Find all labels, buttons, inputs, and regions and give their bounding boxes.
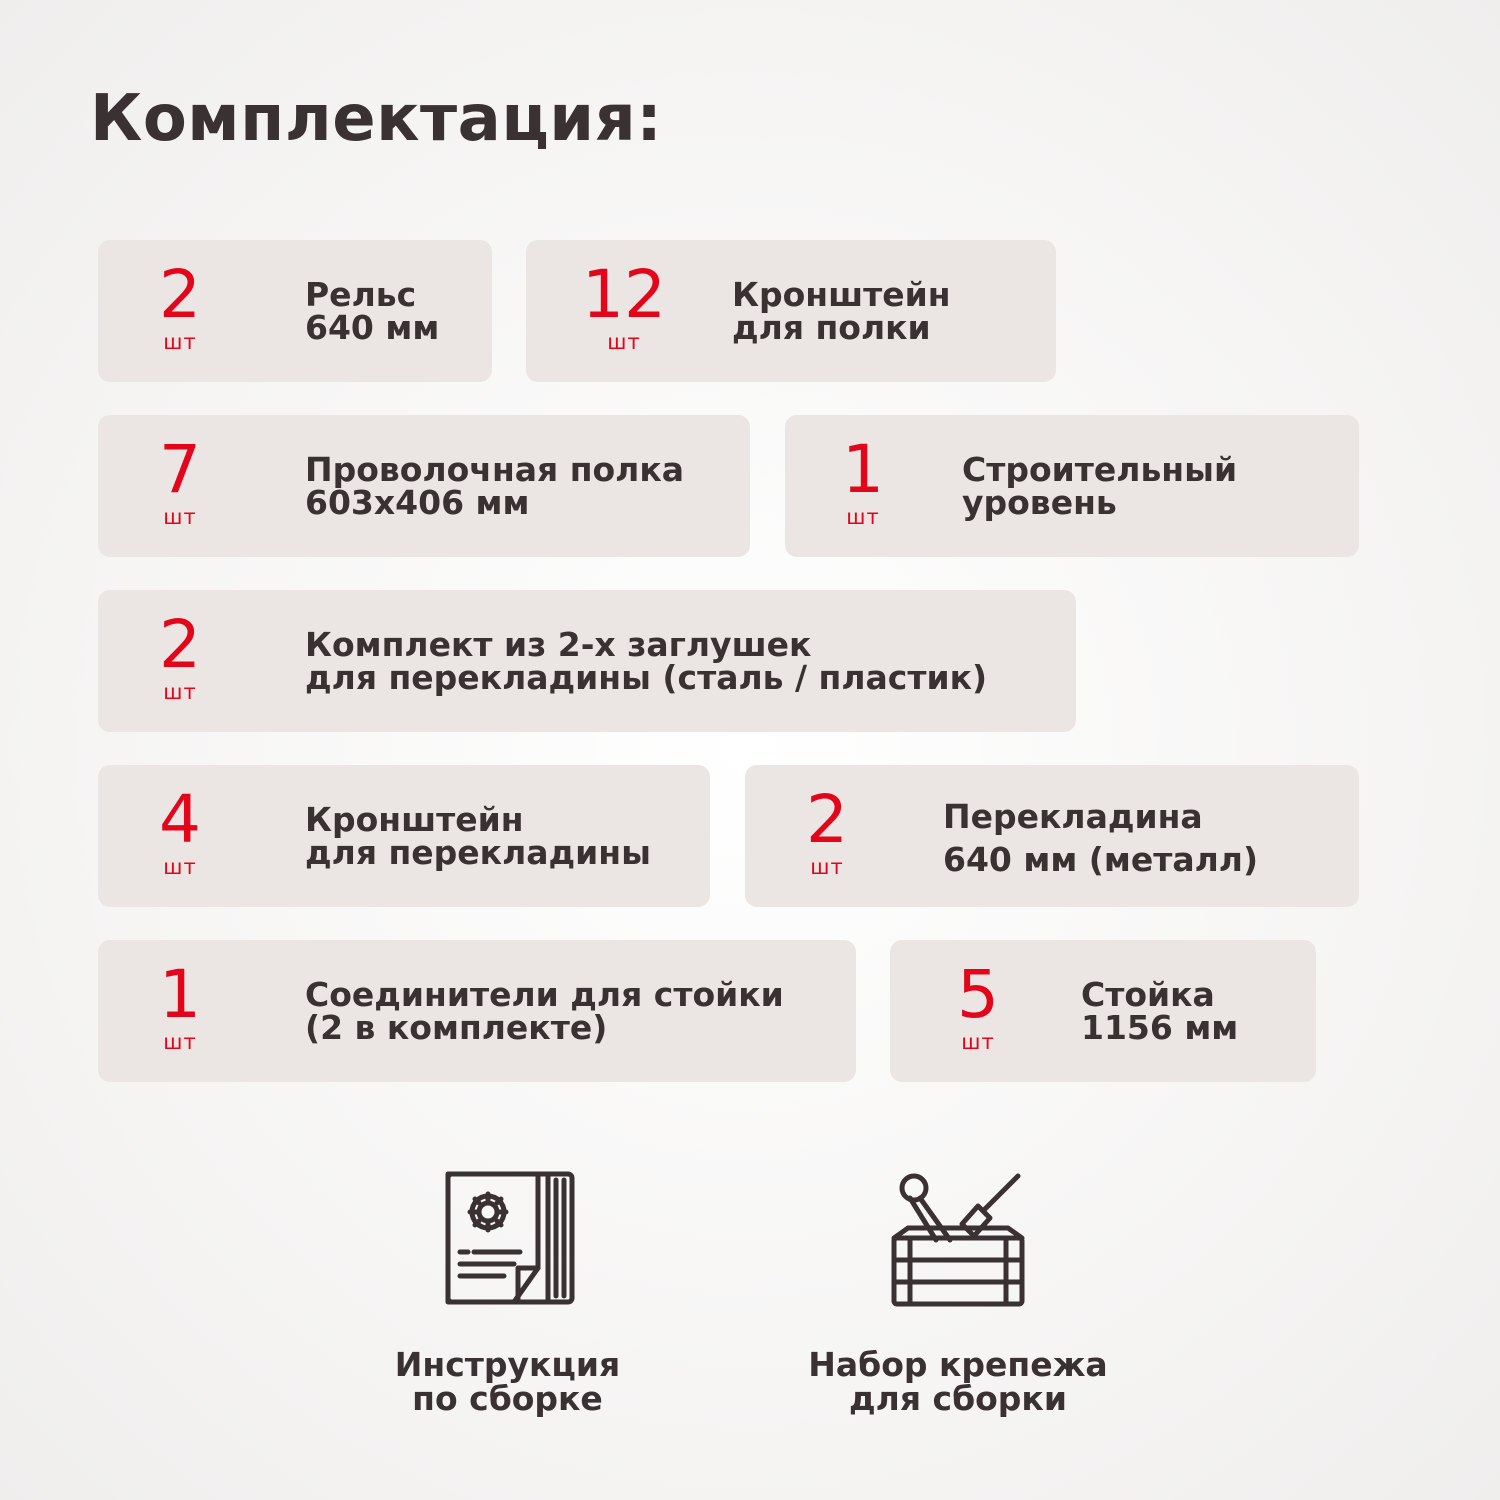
item-card-crossbar-bracket [98,765,710,907]
item-detail: для перекладины (сталь / пластик) [305,658,988,697]
item-detail: 640 мм [305,308,440,347]
quantity-unit: шт [163,855,197,879]
toolbox-icon [888,1168,1028,1308]
quantity-number: 1 [842,431,884,508]
item-card-rail [98,240,492,382]
item-name: Стойка [1081,975,1215,1014]
quantity-unit: шт [961,1030,995,1054]
item-description [305,975,784,1047]
quantity-number: 12 [582,256,666,333]
extra-name: Инструкция [394,1345,621,1384]
extra-detail: по сборке [412,1379,603,1418]
item-description [305,800,651,872]
extra-manual [340,1168,675,1416]
item-detail: уровень [962,483,1117,522]
extra-detail: для сборки [849,1379,1067,1418]
item-name: Строительный [962,450,1238,489]
item-card-wire-shelf [98,415,750,557]
quantity-number: 7 [159,431,201,508]
extra-label [340,1345,675,1418]
quantity-unit: шт [607,330,641,354]
quantity-number: 2 [159,256,201,333]
item-name: Кронштейн [305,800,524,839]
item-detail: для перекладины [305,833,651,872]
extra-name: Набор крепежа [808,1345,1108,1384]
item-description [305,275,440,347]
item-name: Рельс [305,275,417,314]
item-description [962,450,1238,522]
extra-fasteners [770,1168,1146,1416]
item-quantity [120,431,240,529]
page-title: Комплектация: [90,82,663,156]
item-detail: 1156 мм [1081,1008,1239,1047]
item-quantity [120,256,240,354]
item-detail: 603x406 мм [305,483,530,522]
item-quantity [120,606,240,704]
item-name: Кронштейн [732,275,951,314]
quantity-unit: шт [163,680,197,704]
item-description [943,795,1258,881]
quantity-number: 2 [159,606,201,683]
item-card-shelf-bracket [526,240,1056,382]
item-quantity [918,956,1038,1054]
quantity-unit: шт [846,505,880,529]
item-detail: (2 в комплекте) [305,1008,608,1047]
quantity-unit: шт [163,505,197,529]
quantity-number: 2 [806,781,848,858]
item-quantity [564,256,684,354]
item-detail: для полки [732,308,931,347]
item-quantity [803,431,923,529]
item-name: Комплект из 2-х заглушек [305,625,812,664]
item-card-post [890,940,1316,1082]
quantity-number: 1 [159,956,201,1033]
manual-icon [438,1168,578,1308]
quantity-unit: шт [810,855,844,879]
item-description [1081,975,1239,1047]
item-quantity [120,956,240,1054]
extra-label [770,1345,1146,1418]
item-name: Проволочная полка [305,450,685,489]
item-description [305,625,988,697]
item-quantity [120,781,240,879]
quantity-unit: шт [163,1030,197,1054]
item-card-level [785,415,1359,557]
item-card-end-caps [98,590,1076,732]
item-name: Соединители для стойки [305,975,784,1014]
quantity-unit: шт [163,330,197,354]
quantity-number: 4 [159,781,201,858]
item-card-crossbar [745,765,1359,907]
item-description [305,450,685,522]
quantity-number: 5 [957,956,999,1033]
item-description [732,275,951,347]
item-card-post-connectors [98,940,856,1082]
item-quantity [767,781,887,879]
item-name: Перекладина [943,797,1203,836]
item-detail: 640 мм (металл) [943,840,1259,879]
